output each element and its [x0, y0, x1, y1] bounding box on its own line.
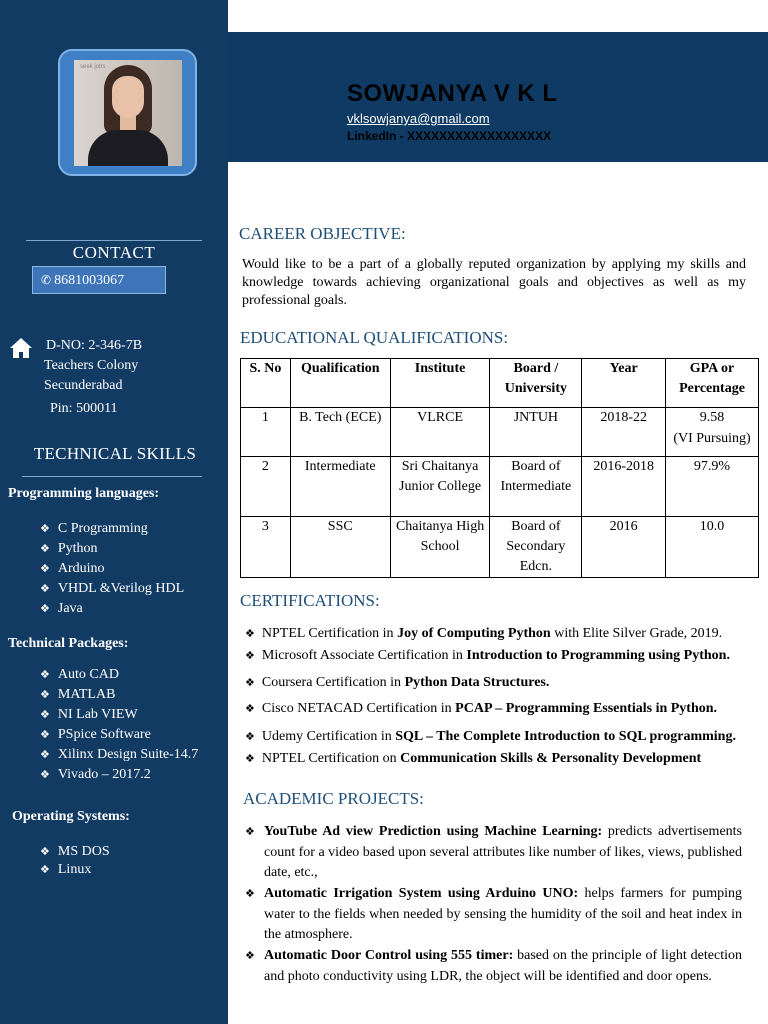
column-header: Board / University	[490, 359, 582, 408]
phone-number: 8681003067	[54, 273, 125, 288]
cell-qualification: SSC	[290, 517, 390, 578]
diamond-bullet-icon: ❖	[40, 768, 50, 781]
programming-languages-list	[40, 519, 184, 619]
list-item: ❖ Coursera Certification in Python Data Structures.	[245, 675, 550, 690]
table-row	[241, 408, 759, 457]
column-header: Year	[582, 359, 666, 408]
cell-gpa: 10.0	[666, 517, 759, 578]
diamond-bullet-icon: ❖	[40, 863, 50, 876]
home-icon	[9, 337, 33, 359]
table-row	[241, 457, 759, 517]
list-item: ❖ YouTube Ad view Prediction using Machine Learning: predicts advertisements count for a video based upon several attributes like number of likes, views, published date, etc.,	[245, 824, 742, 880]
sidebar	[0, 0, 228, 1024]
diamond-bullet-icon: ❖	[245, 730, 255, 743]
gpa-value: 9.58	[699, 410, 725, 425]
gpa-note: (VI Pursuing)	[673, 431, 751, 446]
list-item: ❖ NPTEL Certification on Communication Skills & Personality Development	[245, 751, 702, 766]
diamond-bullet-icon: ❖	[245, 887, 255, 900]
list-item: ❖ MS DOS	[40, 844, 110, 859]
cell-institute: VLRCE	[390, 408, 490, 457]
cell-board: Board of Intermediate	[490, 457, 582, 517]
address-line-1: D-NO: 2-346-7B	[46, 338, 143, 353]
diamond-bullet-icon: ❖	[245, 676, 255, 689]
diamond-bullet-icon: ❖	[40, 668, 50, 681]
list-item: ❖ Vivado – 2017.2	[40, 767, 151, 782]
career-objective-heading: CAREER OBJECTIVE:	[239, 224, 406, 243]
diamond-bullet-icon: ❖	[245, 649, 255, 662]
education-table	[240, 358, 759, 578]
cell-sno: 3	[241, 517, 291, 578]
diamond-bullet-icon: ❖	[245, 949, 255, 962]
operating-systems-list	[40, 843, 110, 879]
list-item: ❖ Python	[40, 541, 98, 556]
diamond-bullet-icon: ❖	[40, 845, 50, 858]
list-item: ❖ VHDL &Verilog HDL	[40, 581, 185, 596]
diamond-bullet-icon: ❖	[245, 752, 255, 765]
diamond-bullet-icon: ❖	[245, 627, 255, 640]
list-item: ❖ MATLAB	[40, 687, 116, 702]
diamond-bullet-icon: ❖	[245, 825, 255, 838]
cell-qualification: B. Tech (ECE)	[290, 408, 390, 457]
list-item: ❖ Microsoft Associate Certification in Introduction to Programming using Python.	[245, 648, 730, 663]
table-header-row	[241, 359, 759, 408]
diamond-bullet-icon: ❖	[40, 708, 50, 721]
education-heading: EDUCATIONAL QUALIFICATIONS:	[240, 328, 509, 347]
phone-icon: ✆	[41, 273, 52, 287]
list-item: ❖ Udemy Certification in SQL – The Complete Introduction to SQL programming.	[245, 729, 736, 744]
list-item: ❖ Cisco NETACAD Certification in PCAP – Programming Essentials in Python.	[245, 701, 718, 716]
list-item: ❖ PSpice Software	[40, 727, 151, 742]
diamond-bullet-icon: ❖	[40, 542, 50, 555]
table-row	[241, 517, 759, 578]
profile-photo-frame	[58, 49, 197, 176]
cell-institute: Sri Chaitanya Junior College	[390, 457, 490, 517]
academic-projects-heading: ACADEMIC PROJECTS:	[243, 789, 424, 808]
address-line-2: Teachers Colony	[44, 358, 139, 373]
skills-divider	[22, 476, 202, 477]
diamond-bullet-icon: ❖	[40, 748, 50, 761]
diamond-bullet-icon: ❖	[40, 522, 50, 535]
list-item: ❖ C Programming	[40, 521, 148, 536]
column-header: Institute	[390, 359, 490, 408]
candidate-name: SOWJANYA V K L	[347, 80, 558, 107]
contact-heading: CONTACT	[72, 243, 156, 262]
list-item: ❖ NPTEL Certification in Joy of Computing Python with Elite Silver Grade, 2019.	[245, 626, 723, 641]
career-objective-text: Would like to be a part of a globally reputed organization by applying my skills and knowledge towards achieving organizational goals and objectives as well as my professional goals.	[242, 257, 746, 308]
diamond-bullet-icon: ❖	[245, 702, 255, 715]
cell-gpa	[666, 408, 759, 457]
diamond-bullet-icon: ❖	[40, 602, 50, 615]
certifications-heading: CERTIFICATIONS:	[240, 591, 380, 610]
diamond-bullet-icon: ❖	[40, 728, 50, 741]
cell-year: 2016-2018	[582, 457, 666, 517]
category-operating-systems: Operating Systems:	[12, 809, 130, 824]
cell-board: Board of Secondary Edcn.	[490, 517, 582, 578]
list-item: ❖ Automatic Irrigation System using Arduino UNO: helps farmers for pumping water to the fields when needed by sensing the humidity of the soil and heat index in the atmosphere.	[245, 886, 742, 942]
diamond-bullet-icon: ❖	[40, 582, 50, 595]
cell-institute: Chaitanya High School	[390, 517, 490, 578]
email-link[interactable]: vklsowjanya@gmail.com	[347, 111, 490, 126]
list-item: ❖ Xilinx Design Suite-14.7	[40, 747, 199, 762]
address-pin: Pin: 500011	[50, 401, 118, 416]
list-item: ❖ Java	[40, 601, 83, 616]
list-item: ❖ Linux	[40, 862, 92, 877]
cell-qualification: Intermediate	[290, 457, 390, 517]
list-item: ❖ Auto CAD	[40, 667, 119, 682]
cell-year: 2018-22	[582, 408, 666, 457]
address-line-3: Secunderabad	[44, 378, 123, 393]
category-technical-packages: Technical Packages:	[8, 636, 129, 651]
technical-packages-list	[40, 665, 198, 785]
technical-skills-heading: TECHNICAL SKILLS	[33, 444, 197, 463]
category-programming-languages: Programming languages:	[8, 486, 160, 501]
cell-board: JNTUH	[490, 408, 582, 457]
column-header: Qualification	[290, 359, 390, 408]
cell-gpa: 97.9%	[666, 457, 759, 517]
contact-divider	[26, 240, 202, 241]
phone-box[interactable]	[32, 266, 166, 294]
profile-photo	[74, 60, 182, 166]
list-item: ❖ Arduino	[40, 561, 105, 576]
cell-year: 2016	[582, 517, 666, 578]
list-item: ❖ NI Lab VIEW	[40, 707, 138, 722]
list-item: ❖ Automatic Door Control using 555 timer: based on the principle of light detection and photo conductivity using LDR, the object will be identified and door opens.	[245, 948, 742, 984]
linkedin-text: LinkedIn - XXXXXXXXXXXXXXXXXX	[347, 129, 552, 143]
diamond-bullet-icon: ❖	[40, 562, 50, 575]
column-header: S. No	[241, 359, 291, 408]
diamond-bullet-icon: ❖	[40, 688, 50, 701]
column-header: GPA or Percentage	[666, 359, 759, 408]
cell-sno: 2	[241, 457, 291, 517]
cell-sno: 1	[241, 408, 291, 457]
photo-watermark: seek jobs	[80, 64, 106, 70]
